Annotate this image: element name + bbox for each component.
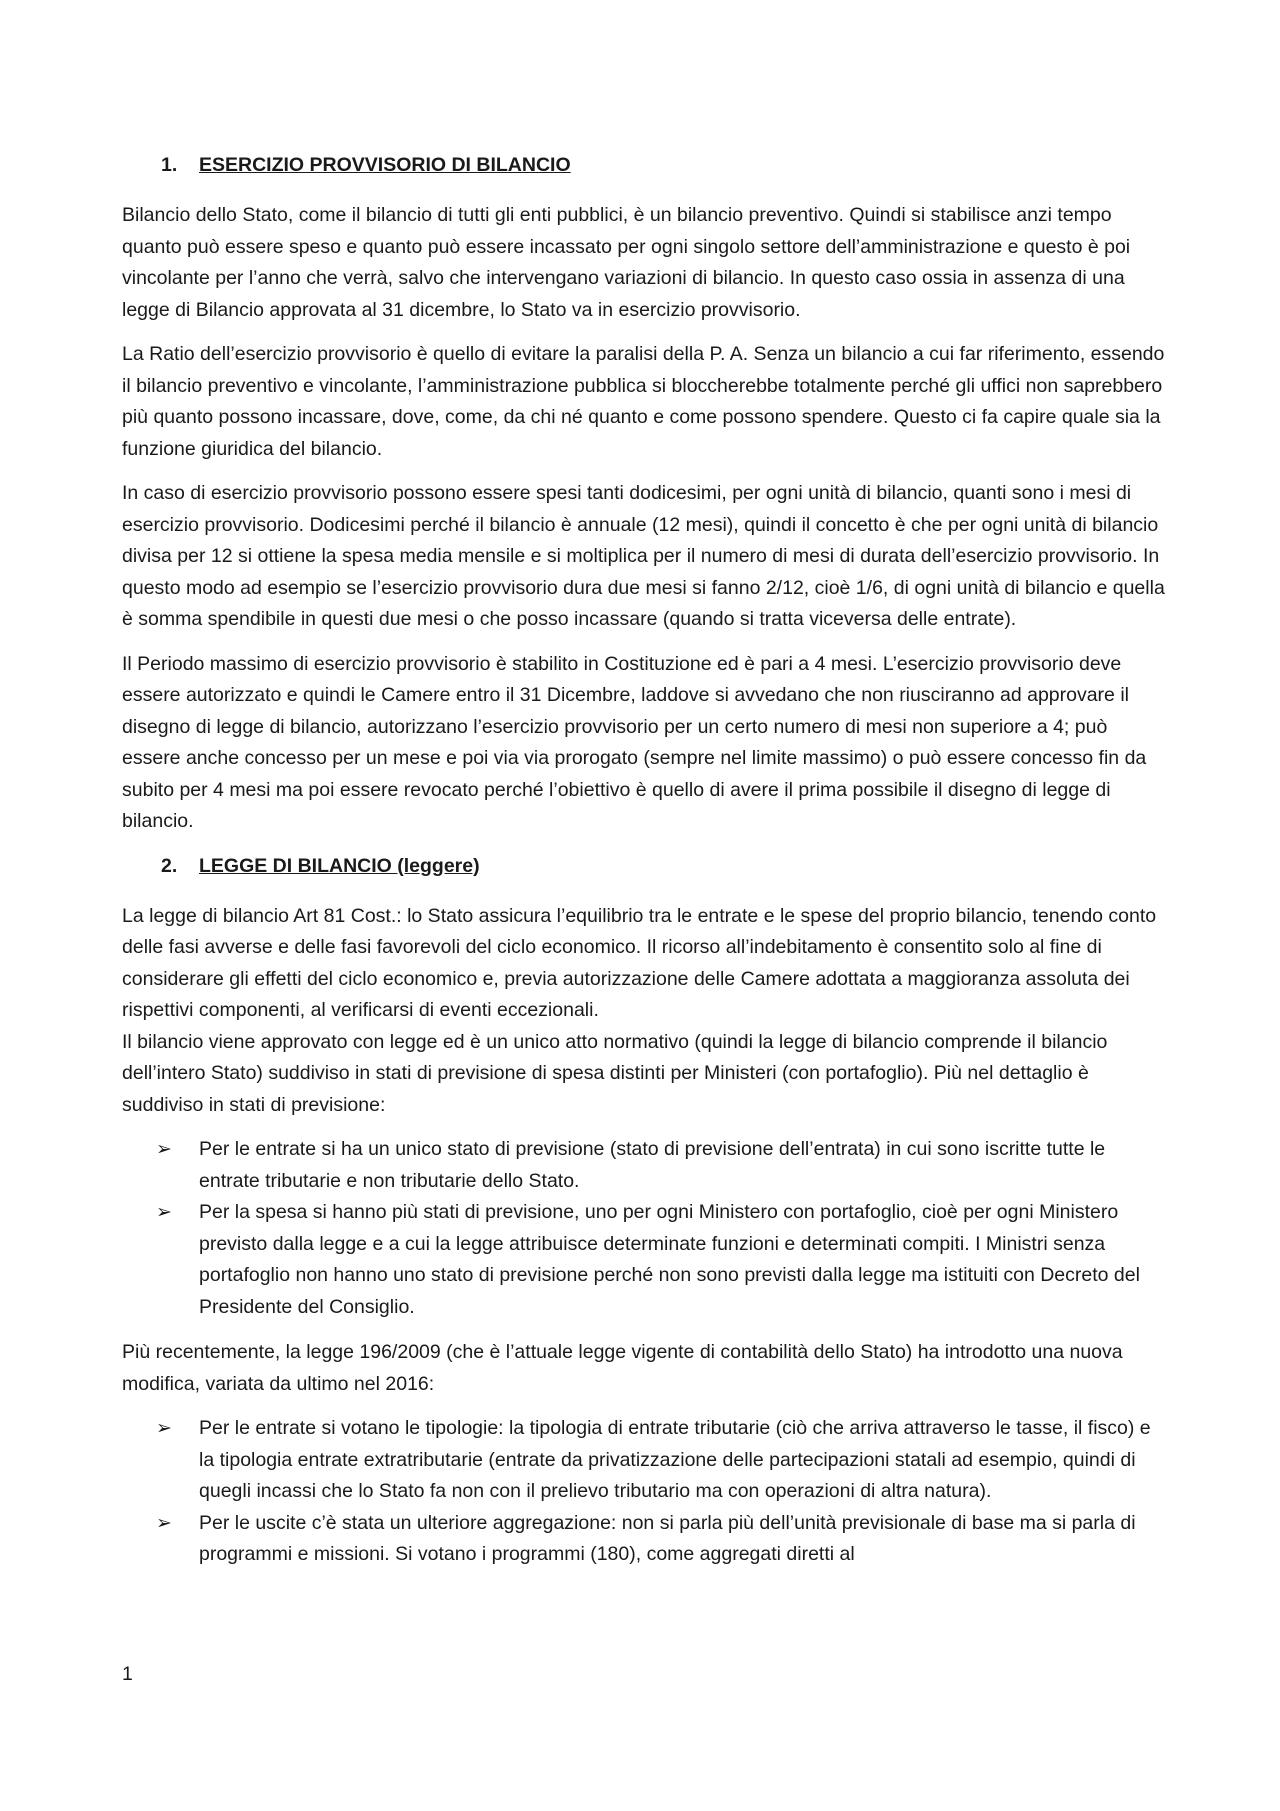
section-1-paragraph: In caso di esercizio provvisorio possono essere spesi tanti dodicesimi, per ogni unità di bilancio, quanti sono i mesi di esercizio provvisorio. Dodicesimi perché il bilancio è annuale (12 mesi), quindi il concetto è che per ogni unità di bilancio divisa per 12 si ottiene la spesa media mensile e si moltiplica per il numero di mesi di durata dell’esercizio provvisorio. In questo modo ad esempio se l’esercizio provvisorio dura due mesi si fanno 2/12, cioè 1/6, di ogni unità di bilancio e quella è somma spendibile in questi due mesi o che posso incassare (quando si tratta viceversa delle entrate).: [122, 482, 1165, 630]
bullet-list-previsione: [122, 1134, 1167, 1323]
section-1-heading: [161, 150, 1167, 180]
arrow-bullet-icon: ➢: [156, 1512, 172, 1534]
section-1-number: 1.: [161, 154, 178, 176]
section-2-title: LEGGE DI BILANCIO (leggere): [199, 854, 480, 877]
section-1-paragraph: La Ratio dell’esercizio provvisorio è quello di evitare la paralisi della P. A. Senza un bilancio a cui far riferimento, essendo il bilancio preventivo e vincolante, l’amministrazione pubblica si bloccherebbe totalmente perché gli uffici non saprebbero più quanto possono incassare, dove, come, da chi né quanto e come possono spendere. Questo ci fa capire quale sia la funzione giuridica del bilancio.: [122, 343, 1165, 460]
section-2-paragraph-legge-196: Più recentemente, la legge 196/2009 (che è l’attuale legge vigente di contabilità dello Stato) ha introdotto una nuova modifica, variata da ultimo nel 2016:: [122, 1341, 1123, 1395]
list-item-text: Per le entrate si ha un unico stato di previsione (stato di previsione dell’entrata) in cui sono iscritte tutte le entrate tributarie e non tributarie dello Stato.: [199, 1138, 1106, 1192]
document-page: [122, 150, 1167, 1585]
page-number: 1: [122, 1663, 133, 1685]
arrow-bullet-icon: ➢: [156, 1202, 172, 1223]
section-1-paragraph: Il Periodo massimo di esercizio provvisorio è stabilito in Costituzione ed è pari a 4 mesi. L’esercizio provvisorio deve essere autorizzato e quindi le Camere entro il 31 Dicembre, laddove si avvedano che non riusciranno ad approvare il disegno di legge di bilancio, autorizzano l’esercizio provvisorio per un certo numero di mesi non superiore a 4; può essere anche concesso per un mese e poi via via prorogato (sempre nel limite massimo) o può essere concesso fin da subito per 4 mesi ma poi essere revocato perché l’obiettivo è quello di avere il prima possibile il disegno di legge di bilancio.: [122, 652, 1147, 832]
list-item: [122, 1508, 1167, 1571]
section-2-paragraph-approval: Il bilancio viene approvato con legge ed è un unico atto normativo (quindi la legge di bilancio comprende il bilancio dell’intero Stato) suddiviso in stati di previsione di spesa distinti per Ministeri (con portafoglio). Più nel dettaglio è suddiviso in stati di previsione:: [122, 1030, 1108, 1116]
list-item: [122, 1413, 1167, 1508]
arrow-bullet-icon: ➢: [156, 1139, 172, 1160]
section-1-title: ESERCIZIO PROVVISORIO DI BILANCIO: [199, 154, 571, 176]
list-item-text: Per le entrate si votano le tipologie: la tipologia di entrate tributarie (ciò che arriva attraverso le tasse, il fisco) e la tipologia entrate extratributarie (entrate da privatizzazione delle partecipazioni statali ad esempio, quindi di quegli incassi che lo Stato fa non con il prelievo tributario ma con operazioni di altra natura).: [199, 1417, 1151, 1502]
list-item-text: Per le uscite c’è stata un ulteriore aggregazione: non si parla più dell’unità previsionale di base ma si parla di programmi e missioni. Si votano i programmi (180), come aggregati diretti al: [199, 1511, 1136, 1565]
list-item-text: Per la spesa si hanno più stati di previsione, uno per ogni Ministero con portafoglio, cioè per ogni Ministero previsto dalla legge e a cui la legge attribuisce determinate funzioni e determinati compiti. I Ministri senza portafoglio non hanno uno stato di previsione perché non sono previsti dalla legge ma istituiti con Decreto del Presidente del Consiglio.: [199, 1201, 1140, 1318]
section-2-heading: [161, 851, 1167, 881]
section-2-number: 2.: [161, 854, 178, 877]
section-2-paragraph-art81: La legge di bilancio Art 81 Cost.: lo Stato assicura l’equilibrio tra le entrate e le spese del proprio bilancio, tenendo conto delle fasi avverse e delle fasi favorevoli del ciclo economico. Il ricorso all’indebitamento è consentito solo al fine di considerare gli effetti del ciclo economico e, previa autorizzazione delle Camere adottata a maggioranza assoluta dei rispettivi componenti, al verificarsi di eventi eccezionali.: [122, 904, 1157, 1021]
list-item: [122, 1134, 1167, 1197]
section-1-paragraph: Bilancio dello Stato, come il bilancio di tutti gli enti pubblici, è un bilancio preventivo. Quindi si stabilisce anzi tempo quanto può essere speso e quanto può essere incassato per ogni singolo settore dell’amministrazione e questo è poi vincolante per l’anno che verrà, salvo che intervengano variazioni di bilancio. In questo caso ossia in assenza di una legge di Bilancio approvata al 31 dicembre, lo Stato va in esercizio provvisorio.: [122, 204, 1131, 321]
arrow-bullet-icon: ➢: [156, 1418, 172, 1439]
list-item: [122, 1197, 1167, 1323]
bullet-list-modifica: [122, 1413, 1167, 1571]
